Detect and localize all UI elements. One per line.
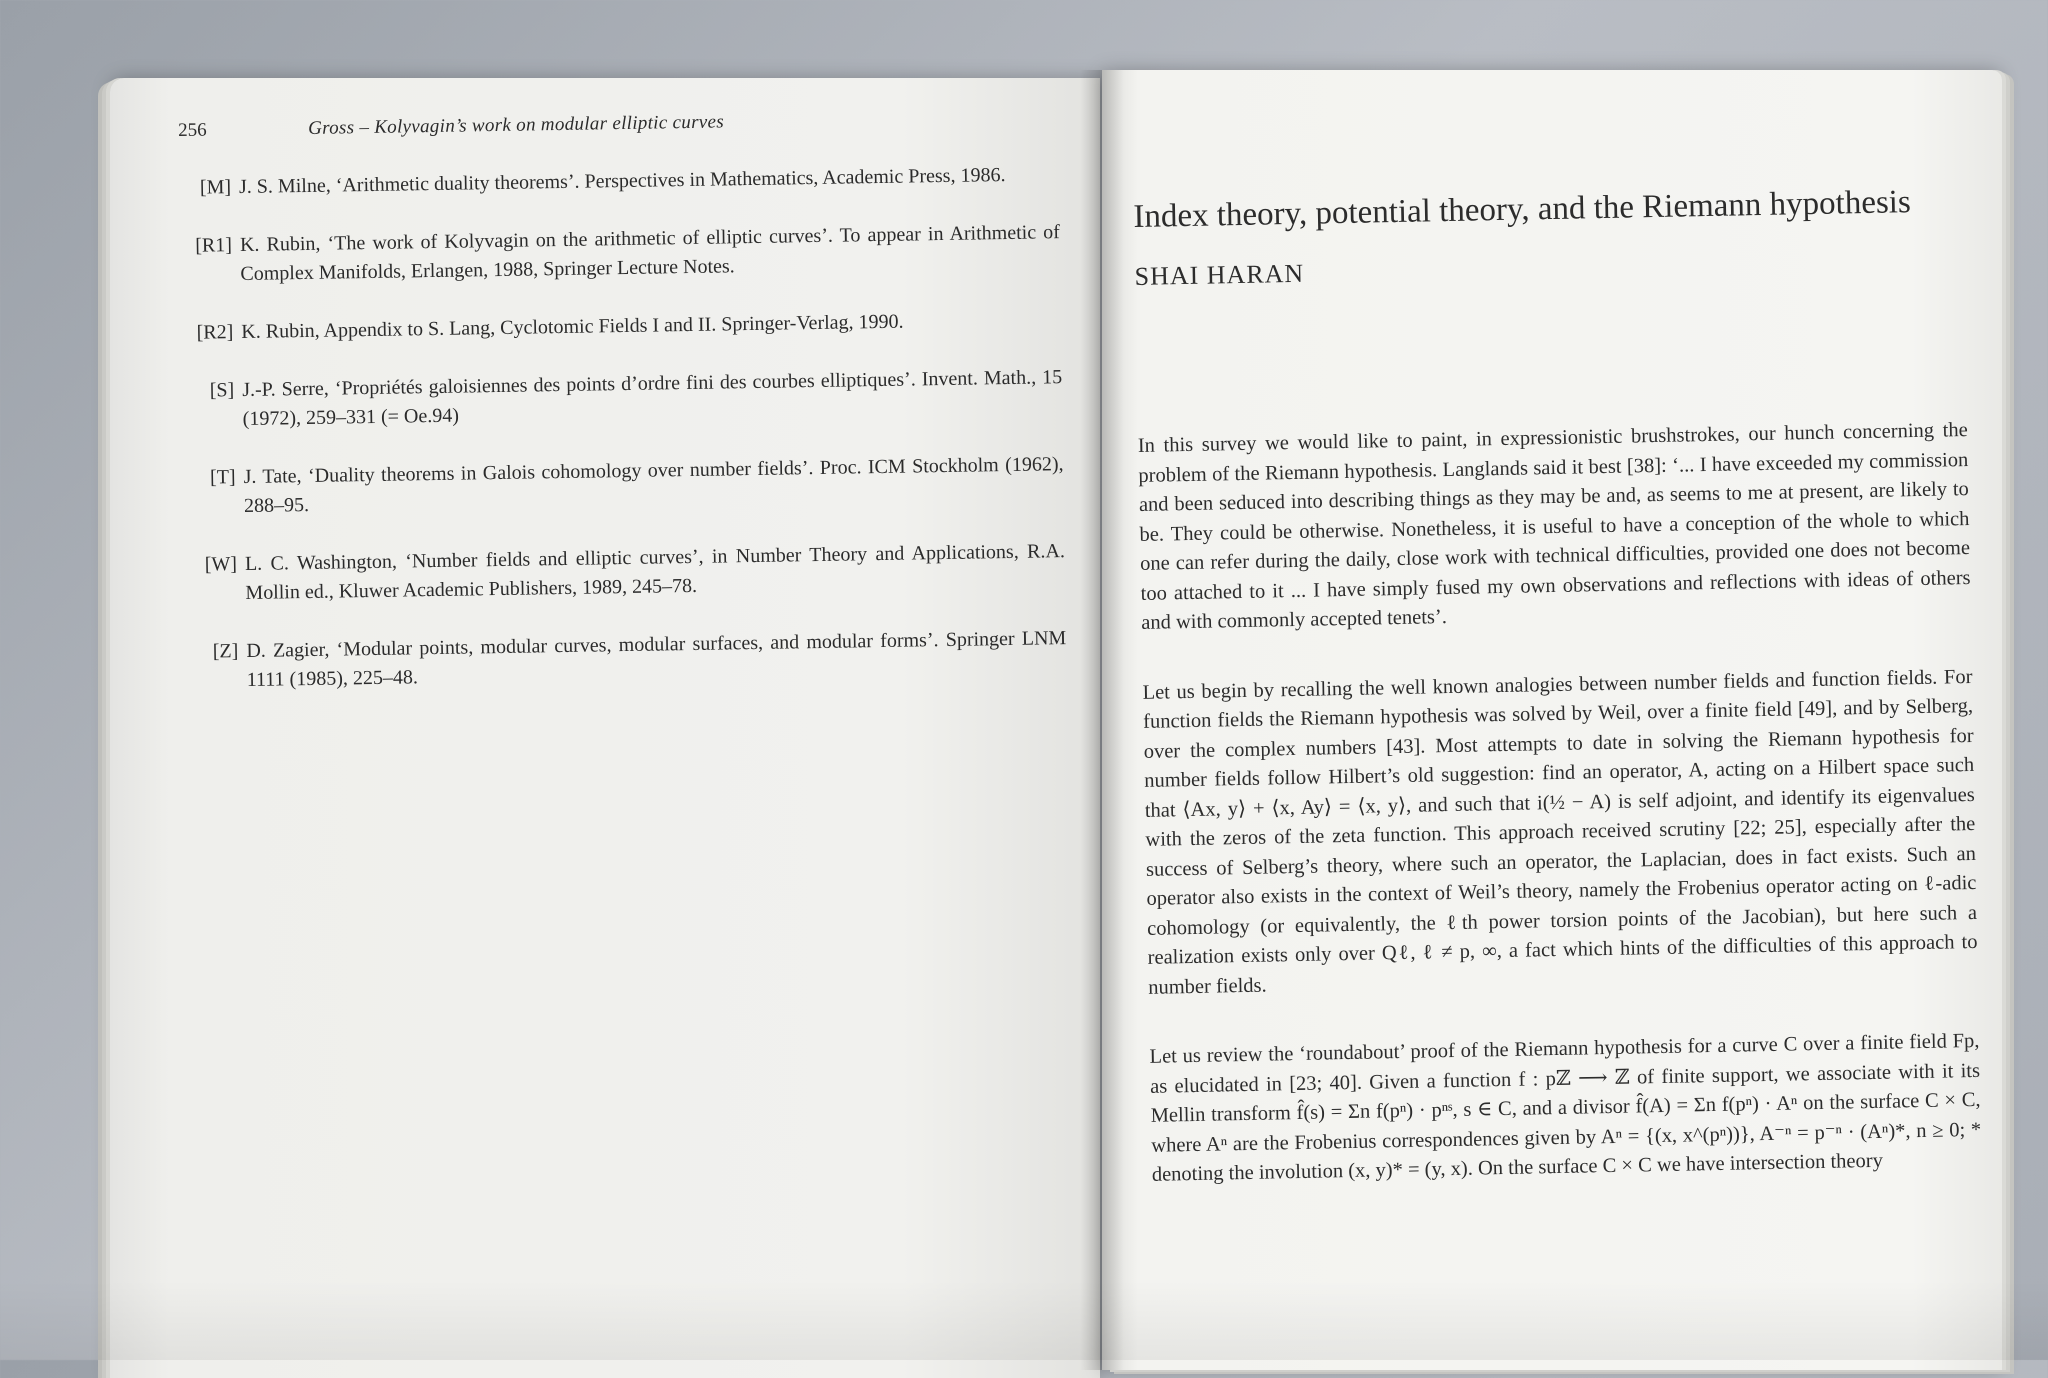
body-paragraph: Let us begin by recalling the well known analogies between number fields and function fields. For function fields the Riemann hypothesis was solved by Weil, over a finite field [49], and by Selberg, over the complex numbers [43]. Most attempts to date in solving the Riemann hypothesis for number fields follow Hilbert’s old suggestion: find an operator, A, acting on a Hilbert space such that ⟨Ax, y⟩ + ⟨x, Ay⟩ = ⟨x, y⟩, and such that i(½ − A) is self adjoint, and identify its eigenvalues with the zeros of the zeta function. This approach received scrutiny [22; 25], especially after the success of Selberg’s theory, where such an operator, the Laplacian, does in fact exists. Such an operator also exists in the context of Weil’s theory, namely the Frobenius operator acting on ℓ-adic cohomology (or equivalently, the ℓth power torsion points of the Jacobian), but here such a realization exists only over Qℓ, ℓ ≠ p, ∞, a fact which hints of the difficulties of this approach to number fields. <box>1142 665 1978 999</box>
body-paragraph: Let us review the ‘roundabout’ proof of the Riemann hypothesis for a curve C over a finite field Fp, as elucidated in [23; 40]. Given a function f : pℤ ⟶ ℤ of finite support, we associate with it its Mellin transform f̂(s) = Σn f(pⁿ) · pⁿˢ, s ∈ C, and a divisor f̂(A) = Σn f(pⁿ) · Aⁿ on the surface C × C, where Aⁿ are the Frobenius correspondences given by Aⁿ = {(x, x^(pⁿ))}, A⁻ⁿ = p⁻ⁿ · (Aⁿ)*, n ≥ 0; * denoting the involution (x, y)* = (y, x). On the surface C × C we have intersection theory <box>1149 1029 1982 1186</box>
reference-item <box>182 363 1063 435</box>
reference-key: [M] <box>199 176 232 199</box>
right-page-content <box>1133 178 1983 1230</box>
reference-item <box>186 624 1067 696</box>
reference-item <box>180 218 1061 290</box>
reference-item <box>183 450 1064 522</box>
running-head-title: Gross – Kolyvagin’s work on modular elliptic curves <box>307 111 725 139</box>
reference-key: [W] <box>204 553 238 576</box>
reference-key: [T] <box>209 466 236 489</box>
reference-key: [S] <box>209 379 235 402</box>
book-gutter <box>1080 70 1124 1370</box>
reference-text: J.-P. Serre, ‘Propriétés galoisiennes des points d’ordre fini des courbes elliptiques’. Invent. Math., 15 (1972), 259–331 (= Oe.94) <box>242 366 1063 431</box>
reference-text: K. Rubin, Appendix to S. Lang, Cyclotomic Fields I and II. Springer-Verlag, 1990. <box>241 310 904 344</box>
reference-text: K. Rubin, ‘The work of Kolyvagin on the arithmetic of elliptic curves’. To appear in Arithmetic of Complex Manifolds, Erlangen, 1988, Springer Lecture Notes. <box>239 221 1061 286</box>
page-number: 256 <box>178 119 207 141</box>
article-title: Index theory, potential theory, and the Riemann hypothesis <box>1133 184 1912 235</box>
reference-item <box>185 537 1066 609</box>
reference-text: J. S. Milne, ‘Arithmetic duality theorems’. Perspectives in Mathematics, Academic Press, 1986. <box>238 164 1006 199</box>
bottom-shadow <box>0 1280 2048 1360</box>
body-paragraph: In this survey we would like to paint, in expressionistic brushstrokes, our hunch concerning the problem of the Riemann hypothesis. Langlands said it best [38]: ‘... I have exceeded my commission and been seduced into describing things as they may be and, as seems to me at present, are likely to be. They could be otherwise. Nonetheless, it is useful to have a conception of the whole to which one can refer during the daily, close work with technical difficulties, provided one does not become too attached to it ... I have simply fused my own observations and reflections with ideas of others and with commonly accepted tenets’. <box>1137 419 1971 634</box>
reference-key: [R1] <box>195 234 233 257</box>
reference-key: [Z] <box>212 640 239 663</box>
reference-text: D. Zagier, ‘Modular points, modular curves, modular surfaces, and modular forms’. Springer LNM 1111 (1985), 225–48. <box>246 627 1067 691</box>
article-author: SHAI HARAN <box>1134 258 1305 291</box>
left-page-content <box>178 106 1067 725</box>
reference-item <box>181 305 1061 348</box>
reference-list <box>179 160 1067 696</box>
reference-key: [R2] <box>196 321 234 344</box>
reference-text: J. Tate, ‘Duality theorems in Galois cohomology over number fields’. Proc. ICM Stockholm (1962), 288–95. <box>243 453 1064 518</box>
reference-item <box>179 160 1059 203</box>
reference-text: L. C. Washington, ‘Number fields and elliptic curves’, in Number Theory and Applications, R.A. Mollin ed., Kluwer Academic Publishers, 1989, 245–78. <box>244 540 1066 604</box>
